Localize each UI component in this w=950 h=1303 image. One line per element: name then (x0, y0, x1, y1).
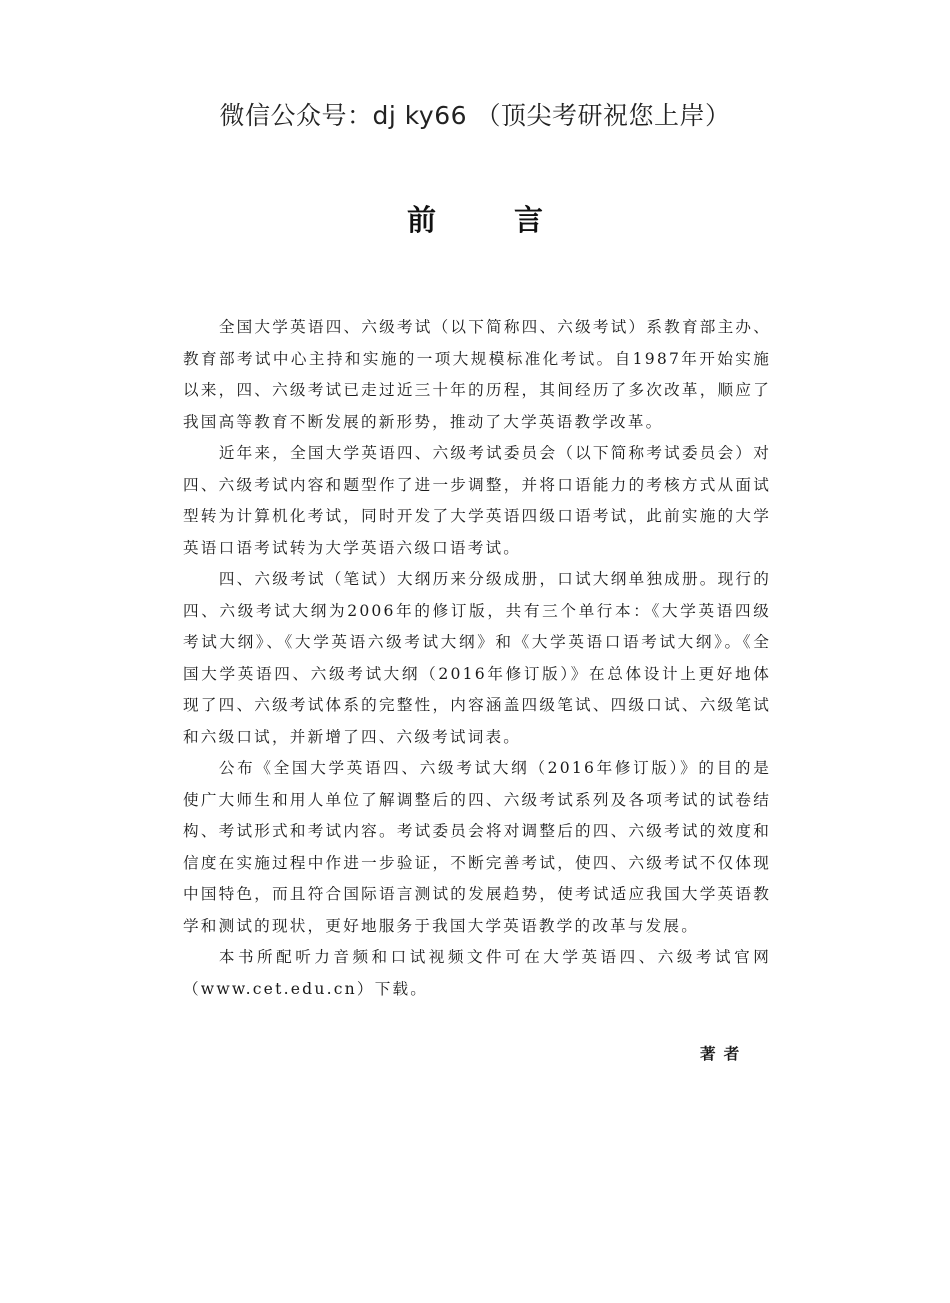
author-signature: 著者 (700, 1044, 748, 1063)
paragraph-3: 四、六级考试（笔试）大纲历来分级成册，口试大纲单独成册。现行的四、六级考试大纲为2006年的修订版，共有三个单行本：《大学英语四级考试大纲》、《大学英语六级考试大纲》和《大学英语口语考试大纲》。《全国大学英语四、六级考试大纲（2016年修订版）》在总体设计上更好地体现了四、六级考试体系的完整性，内容涵盖四级笔试、四级口试、六级笔试和六级口试，并新增了四、六级考试词表。 (183, 570, 771, 746)
page-title: 前言 (406, 203, 621, 237)
paragraph-1: 全国大学英语四、六级考试（以下简称四、六级考试）系教育部主办、教育部考试中心主持和实施的一项大规模标准化考试。自1987年开始实施以来，四、六级考试已走过近三十年的历程，其间经历了多次改革，顺应了我国高等教育不断发展的新形势，推动了大学英语教学改革。 (183, 318, 771, 431)
paragraph-4: 公布《全国大学英语四、六级考试大纲（2016年修订版）》的目的是使广大师生和用人单位了解调整后的四、六级考试系列及各项考试的试卷结构、考试形式和考试内容。考试委员会将对调整后的四、六级考试的效度和信度在实施过程中作进一步验证，不断完善考试，使四、六级考试不仅体现中国特色，而且符合国际语言测试的发展趋势，使考试适应我国大学英语教学和测试的现状，更好地服务于我国大学英语教学的改革与发展。 (183, 759, 771, 935)
preface-body (183, 312, 771, 1005)
header-watermark-text: 微信公众号：dj ky66 （顶尖考研祝您上岸） (219, 101, 731, 130)
paragraph-2: 近年来，全国大学英语四、六级考试委员会（以下简称考试委员会）对四、六级考试内容和题型作了进一步调整，并将口语能力的考核方式从面试型转为计算机化考试，同时开发了大学英语四级口语考试，此前实施的大学英语口语考试转为大学英语六级口语考试。 (183, 444, 771, 557)
paragraph-5: 本书所配听力音频和口试视频文件可在大学英语四、六级考试官网（www.cet.edu.cn）下载。 (183, 948, 771, 998)
